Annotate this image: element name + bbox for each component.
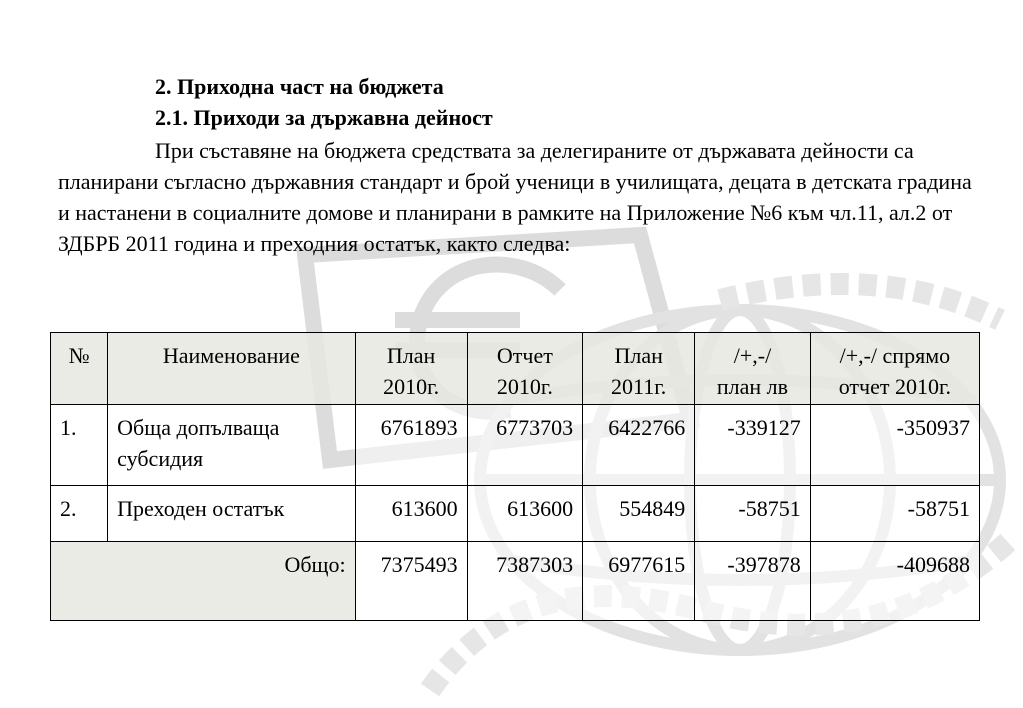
intro-paragraph: При съставяне на бюджета средствата за делегираните от държавата дейности са планирани съгласно държавния стандарт и брой ученици в училищата, децата в детската градина и настанени в социалните домове и планирани в рамките на Приложение №6 към чл.11, ал.2 от ЗДБРБ 2011 година и преходния остатък, както следва: xyxy=(58,138,972,256)
header-diff-report: /+,-/ спрямо отчет 2010г. xyxy=(810,333,979,405)
row-number: 2. xyxy=(51,486,108,542)
header-plan-2010: План 2010г. xyxy=(355,333,467,405)
table-header-row xyxy=(51,333,980,405)
cell-report-2010: 613600 xyxy=(467,486,583,542)
total-diff-report: -409688 xyxy=(810,542,979,621)
cell-plan-2010: 6761893 xyxy=(355,405,467,486)
cell-diff-plan: -339127 xyxy=(695,405,811,486)
table-row xyxy=(51,486,980,542)
total-plan-2010: 7375493 xyxy=(355,542,467,621)
budget-table xyxy=(50,332,980,621)
header-no: № xyxy=(51,333,108,405)
total-label: Общо: xyxy=(51,542,356,621)
subsection-heading: 2.1. Приходи за държавна дейност xyxy=(155,105,493,130)
cell-diff-plan: -58751 xyxy=(695,486,811,542)
cell-plan-2011: 554849 xyxy=(583,486,695,542)
total-plan-2011: 6977615 xyxy=(583,542,695,621)
header-name: Наименование xyxy=(108,333,355,405)
row-name: Обща допълваща субсидия xyxy=(108,405,355,486)
total-report-2010: 7387303 xyxy=(467,542,583,621)
cell-report-2010: 6773703 xyxy=(467,405,583,486)
cell-plan-2011: 6422766 xyxy=(583,405,695,486)
row-name: Преходен остатък xyxy=(108,486,355,542)
cell-diff-report: -350937 xyxy=(810,405,979,486)
header-plan-2011: План 2011г. xyxy=(583,333,695,405)
cell-diff-report: -58751 xyxy=(810,486,979,542)
header-report-2010: Отчет 2010г. xyxy=(467,333,583,405)
total-row xyxy=(51,542,980,621)
row-number: 1. xyxy=(51,405,108,486)
total-diff-plan: -397878 xyxy=(695,542,811,621)
header-diff-plan: /+,-/ план лв xyxy=(695,333,811,405)
table-row xyxy=(51,405,980,486)
cell-plan-2010: 613600 xyxy=(355,486,467,542)
section-heading: 2. Приходна част на бюджета xyxy=(155,74,444,99)
